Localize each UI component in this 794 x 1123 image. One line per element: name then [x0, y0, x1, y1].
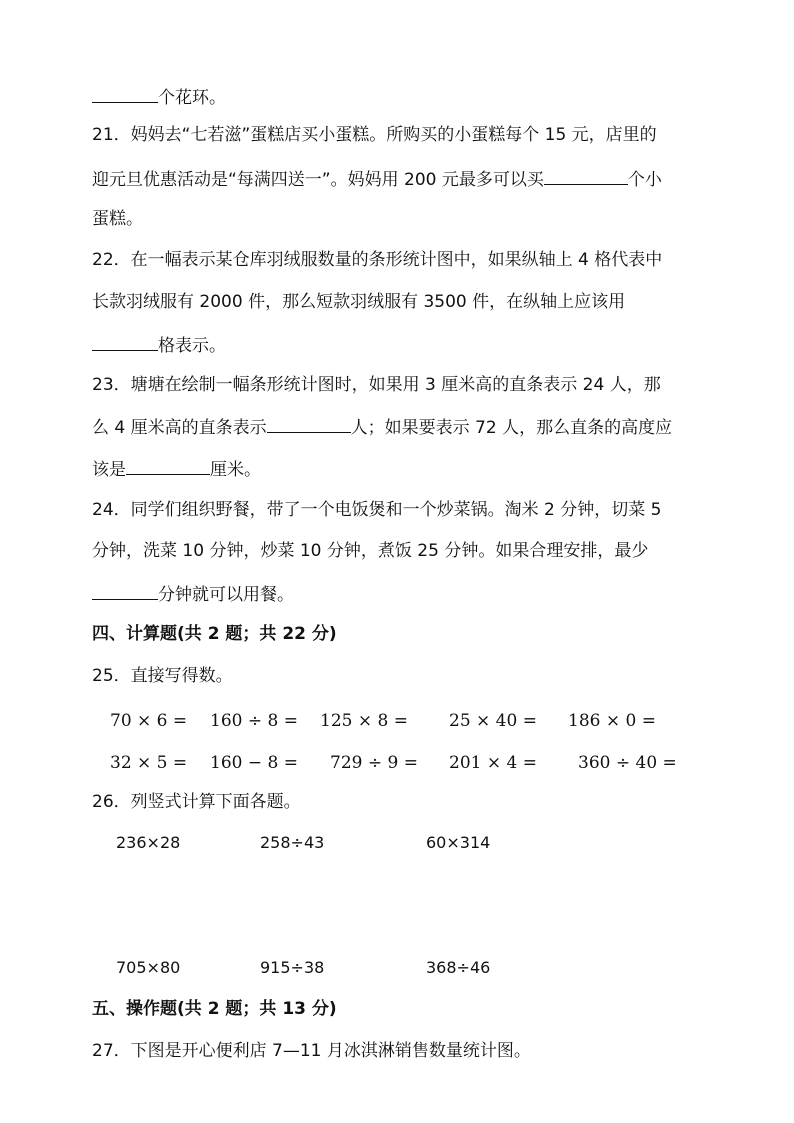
section-5-heading: 五、操作题(共 2 题；共 13 分) — [92, 999, 337, 1019]
q25-expr: 160 − 8 = — [210, 753, 298, 773]
q25-expr: 360 ÷ 40 = — [578, 753, 677, 773]
q21-line-2: 迎元旦优惠活动是“每满四送一”。妈妈用 200 元最多可以买 个小 — [92, 166, 662, 190]
q24-line-3: 分钟就可以用餐。 — [92, 581, 294, 605]
answer-blank[interactable] — [92, 84, 158, 103]
q25-expr: 125 × 8 = — [320, 711, 408, 731]
q25-expr: 70 × 6 = — [110, 711, 188, 731]
q25-expr: 201 × 4 = — [449, 753, 537, 773]
q24-line-1: 24．同学们组织野餐，带了一个电饭煲和一个炒菜锅。淘米 2 分钟，切菜 5 — [92, 500, 662, 520]
q26-problem: 705×80 — [116, 958, 181, 977]
q25-expr: 25 × 40 = — [449, 711, 537, 731]
section-4-heading: 四、计算题(共 2 题；共 22 分) — [92, 624, 337, 644]
q23-line-1: 23．塘塘在绘制一幅条形统计图时，如果用 3 厘米高的直条表示 24 人，那 — [92, 375, 661, 395]
q25-expr: 186 × 0 = — [568, 711, 656, 731]
q23-line-3: 该是 厘米。 — [92, 456, 261, 480]
answer-blank[interactable] — [126, 456, 210, 475]
answer-blank[interactable] — [92, 332, 158, 351]
q24-line-2: 分钟，洗菜 10 分钟，炒菜 10 分钟，煮饭 25 分钟。如果合理安排，最少 — [92, 541, 649, 561]
q26-problem: 915÷38 — [260, 958, 325, 977]
q25-expr: 729 ÷ 9 = — [330, 753, 418, 773]
q22-line-3: 格表示。 — [92, 332, 226, 356]
answer-blank[interactable] — [267, 414, 351, 433]
q21-line-1: 21．妈妈去“七若滋”蛋糕店买小蛋糕。所购买的小蛋糕每个 15 元，店里的 — [92, 125, 657, 145]
q25-title: 25．直接写得数。 — [92, 666, 233, 686]
answer-blank[interactable] — [544, 166, 628, 185]
q26-problem: 236×28 — [116, 833, 181, 852]
q25-expr: 32 × 5 = — [110, 753, 188, 773]
q22-line-2: 长款羽绒服有 2000 件，那么短款羽绒服有 3500 件，在纵轴上应该用 — [92, 292, 626, 312]
q26-problem: 368÷46 — [426, 958, 491, 977]
answer-blank[interactable] — [92, 581, 158, 600]
q23-line-2: 么 4 厘米高的直条表示 人；如果要表示 72 人，那么直条的高度应 — [92, 414, 672, 438]
q27-line-1: 27．下图是开心便利店 7—11 月冰淇淋销售数量统计图。 — [92, 1041, 531, 1061]
q22-line-1: 22．在一幅表示某仓库羽绒服数量的条形统计图中，如果纵轴上 4 格代表中 — [92, 250, 663, 270]
q26-problem: 258÷43 — [260, 833, 325, 852]
q25-expr: 160 ÷ 8 = — [210, 711, 298, 731]
q21-line-3: 蛋糕。 — [92, 209, 143, 229]
q26-title: 26．列竖式计算下面各题。 — [92, 792, 301, 812]
q26-problem: 60×314 — [426, 833, 491, 852]
q20-tail-line: 个花环。 — [92, 84, 226, 108]
